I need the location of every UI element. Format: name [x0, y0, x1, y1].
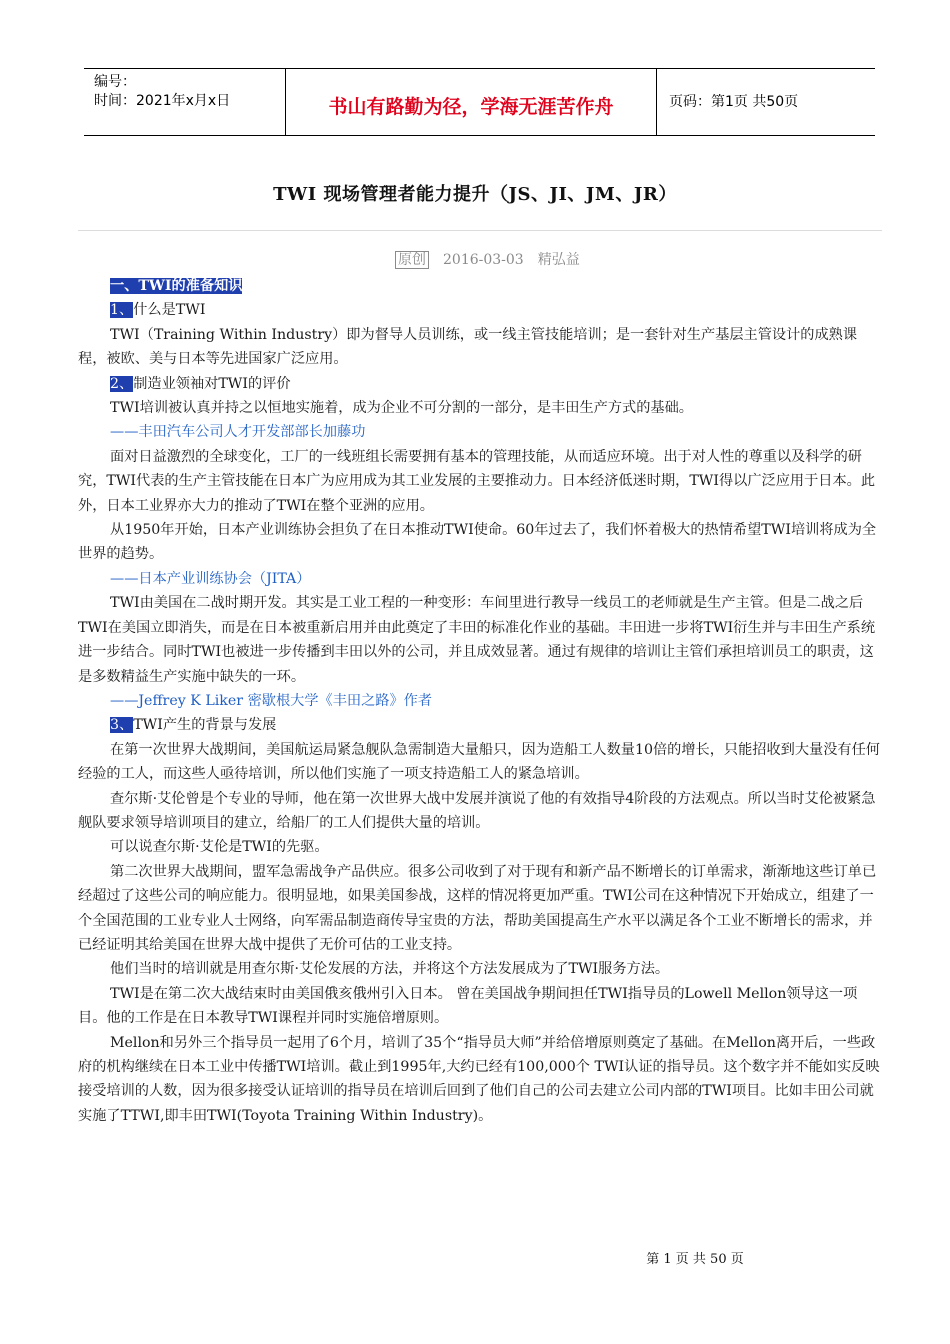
paragraph: 面对日益激烈的全球变化，工厂的一线班组长需要拥有基本的管理技能，从而适应环境。出于对人性的尊重以及科学的研究，TWI代表的生产主管技能在日本广为应用成为其工业发展的主要推动力。日本经济低迷时期，TWI得以广泛应用于日本。此外，日本工业界亦大力的推动了TWI在整个亚洲的应用。: [78, 448, 876, 514]
subsection-number: 1、: [110, 302, 134, 319]
header-time: 时间：2021年x月x日: [94, 93, 231, 109]
subsection-number: 2、: [110, 375, 134, 392]
subsection-title: 什么是TWI: [133, 302, 206, 319]
paragraph: 查尔斯·艾伦曾是个专业的导师，他在第一次世界大战中发展并演说了他的有效指导4阶段的方法观点。所以当时艾伦被紧急舰队要求领导培训项目的建立，给船厂的工人们提供大量的培训。: [78, 790, 876, 831]
paragraph: Mellon和另外三个指导员一起用了6个月，培训了35个“指导员大师”并给倍增原则奠定了基础。在Mellon离开后，一些政府的机构继续在日本工业中传播TWI培训。截止到1995年,大约已经有100,000个 TWI认证的指导员。这个数字并不能如实反映接受培训的人数，因为很多接受认证培训的指导员在培训后回到了他们自己的公司去建立公司内部的TWI项目。比如丰田公司就实施了TTWI,即丰田TWI(Toyota Training Within Industry)。: [78, 1034, 880, 1124]
header-number: 编号：: [94, 74, 136, 90]
paragraph: 他们当时的培训就是用查尔斯·艾伦发展的方法，并将这个方法发展成为了TWI服务方法。: [110, 961, 670, 978]
paragraph: 从1950年开始，日本产业训练协会担负了在日本推动TWI使命。60年过去了，我们怀着极大的热情希望TWI培训将成为全世界的趋势。: [78, 522, 877, 563]
page-header: [84, 68, 875, 136]
paragraph: TWI由美国在二战时期开发。其实是工业工程的一种变形：车间里进行教导一线员工的老师就是生产主管。但是二战之后TWI在美国立即消失，而是在日本被重新启用并由此奠定了丰田的标准化作业的基础。丰田进一步将TWI衍生并与丰田生产系统进一步结合。同时TWI也被进一步传播到丰田以外的公司，并且成效显著。通过有规律的培训让主管们承担培训员工的职责，这是多数精益生产实施中缺失的一环。: [78, 595, 876, 685]
quote-attribution: ——日本产业训练协会（JITA）: [110, 570, 311, 587]
paragraph: 在第一次世界大战期间，美国航运局紧急舰队急需制造大量船只，因为造船工人数量10倍的增长，只能招收到大量没有任何经验的工人，而这些人亟待培训，所以他们实施了一项支持造船工人的紧急培训。: [78, 741, 880, 783]
original-tag: 原创: [395, 251, 429, 269]
quote-attribution: ——Jeffrey K Liker 密歇根大学《丰田之路》作者: [110, 692, 433, 709]
section-heading: 一、TWI的准备知识: [110, 278, 243, 294]
paragraph: 可以说查尔斯·艾伦是TWI的先驱。: [110, 839, 329, 856]
article-meta: [395, 249, 580, 269]
page-footer: 第 1 页 共 50 页: [646, 1252, 744, 1267]
author-name: 精弘益: [537, 252, 580, 268]
publish-date: 2016-03-03: [443, 252, 524, 268]
document-title: TWI 现场管理者能力提升（JS、JI、JM、JR）: [273, 184, 677, 205]
quote-attribution: ——丰田汽车公司人才开发部部长加藤功: [110, 424, 366, 441]
title-divider: [78, 230, 882, 231]
header-slogan: 书山有路勤为径，学海无涯苦作舟: [285, 68, 657, 135]
paragraph: TWI培训被认真并持之以恒地实施着，成为企业不可分割的一部分，是丰田生产方式的基础。: [110, 400, 693, 417]
header-page-number: 页码：第1页 共50页: [669, 94, 799, 110]
subsection-title: 制造业领袖对TWI的评价: [133, 375, 291, 392]
header-info: [94, 73, 284, 111]
article-body: [78, 274, 882, 1128]
paragraph: TWI（Training Within Industry）即为督导人员训练，或一线主管技能培训；是一套针对生产基层主管设计的成熟课程，被欧、美与日本等先进国家广泛应用。: [78, 326, 858, 368]
paragraph: 第二次世界大战期间，盟军急需战争产品供应。很多公司收到了对于现有和新产品不断增长的订单需求，渐渐地这些订单已经超过了这些公司的响应能力。很明显地，如果美国参战，这样的情况将更加严重。TWI公司在这种情况下开始成立，组建了一个全国范围的工业专业人士网络，向军需品制造商传导宝贵的方法，帮助美国提高生产水平以满足各个工业不断增长的需求，并已经证明其给美国在世界大战中提供了无价可估的工业支持。: [78, 863, 877, 953]
paragraph: TWI是在第二次大战结束时由美国俄亥俄州引入日本。 曾在美国战争期间担任TWI指导员的Lowell Mellon领导这一项目。他的工作是在日本教导TWI课程并同时实施倍增原则。: [78, 985, 858, 1027]
subsection-title: TWI产生的背景与发展: [133, 717, 277, 734]
subsection-number: 3、: [110, 717, 134, 734]
